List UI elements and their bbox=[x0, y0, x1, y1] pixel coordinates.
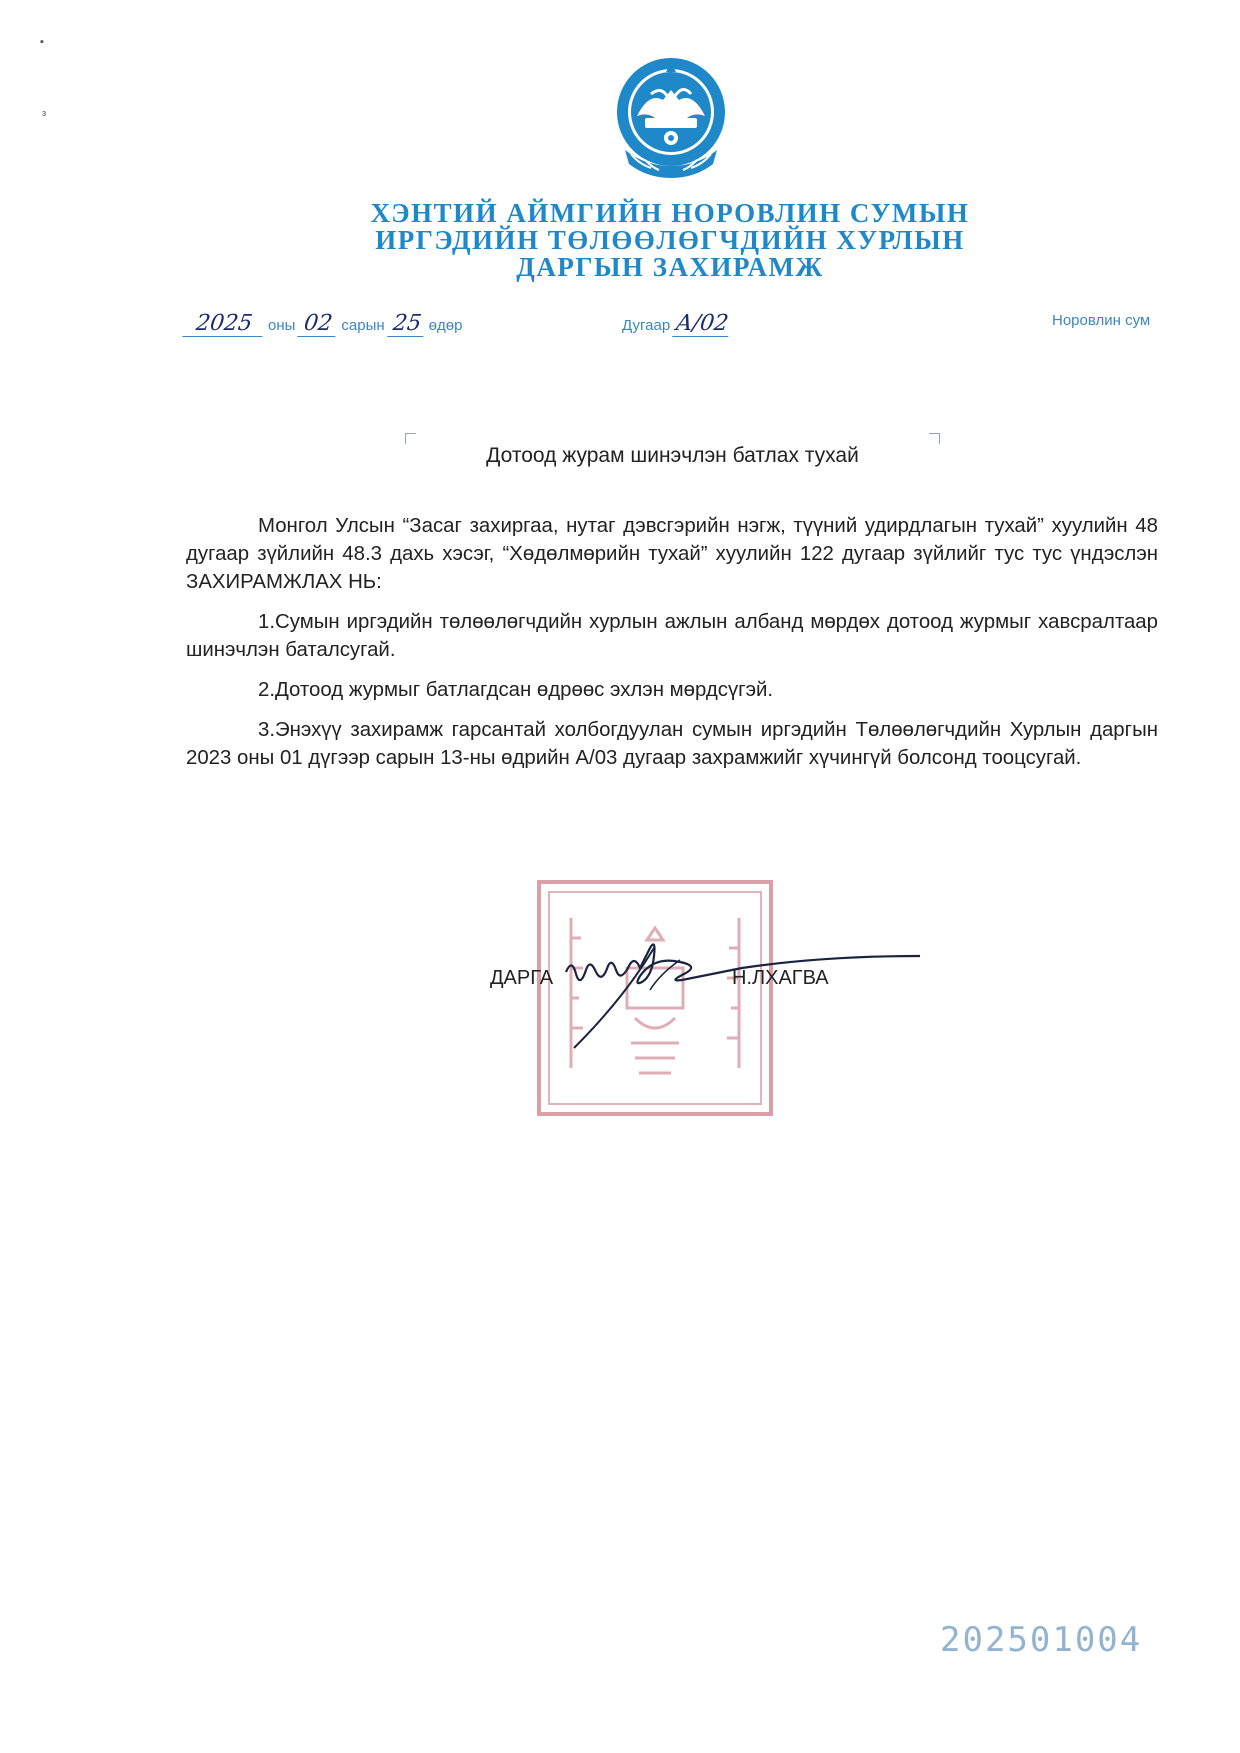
state-emblem-icon bbox=[611, 54, 731, 184]
scan-speck: ▪ bbox=[40, 36, 44, 48]
month-label: сарын bbox=[341, 317, 385, 334]
number-label: Дугаар bbox=[622, 317, 671, 334]
month-handwritten: 02 bbox=[298, 312, 340, 337]
scan-speck: з bbox=[42, 108, 47, 118]
document-number-line bbox=[622, 312, 730, 337]
header-line-2: ИРГЭДИЙН ТӨЛӨӨЛӨГЧДИЙН ХУРЛЫН bbox=[375, 225, 965, 255]
registration-number: 202501004 bbox=[940, 1620, 1143, 1660]
body-item-2: 2.Дотоод журмыг батлагдсан өдрөөс эхлэн мөрдсүгэй. bbox=[258, 679, 774, 701]
header-line-1: ХЭНТИЙ АЙМГИЙН НОРОВЛИН СУМЫН bbox=[370, 198, 970, 228]
bracket-corner-right bbox=[929, 433, 940, 444]
body-item-3: 3.Энэхүү захирамж гарсантай холбогдуулан сумын иргэдийн Төлөөлөгчдийн Хурлын даргын 2023 оны 01 дүгээр сарын 13-ны өдрийн А/03 дугаар захрамжийг хүчингүй болсонд тооцсугай. bbox=[186, 719, 1158, 769]
signatory-title: ДАРГА bbox=[490, 967, 554, 989]
signatory-name: Н.ЛХАГВА bbox=[732, 967, 829, 989]
body-intro: Монгол Улсын “Засаг захиргаа, нутаг дэвсгэрийн нэгж, түүний удирдлагын тухай” хуулийн 48 дугаар зүйлийн 48.3 дахь хэсэг, “Хөдөлмөрийн тухай” хуулийн 122 дугаар зүйлийг тус тус үндэслэн ЗАХИРАМЖЛАХ НЬ: bbox=[186, 515, 1158, 593]
year-label: оны bbox=[268, 317, 296, 334]
document-subject: Дотоод журам шинэчлэн батлах тухай bbox=[486, 444, 859, 467]
header-line-3: ДАРГЫН ЗАХИРАМЖ bbox=[516, 252, 824, 282]
body-item-1: 1.Сумын иргэдийн төлөөлөгчдийн хурлын ажлын албанд мөрдөх дотоод журмыг хавсралтаар шинэчлэн баталсугай. bbox=[186, 611, 1158, 661]
bracket-corner-left bbox=[405, 433, 416, 444]
subject-block bbox=[405, 433, 940, 473]
document-body bbox=[186, 512, 1158, 784]
place-label: Норовлин сум bbox=[1052, 312, 1151, 329]
day-label: өдөр bbox=[428, 317, 463, 334]
year-handwritten: 2025 bbox=[182, 312, 266, 337]
number-handwritten: А/02 bbox=[672, 312, 732, 337]
document-header bbox=[300, 200, 1040, 281]
date-line bbox=[184, 312, 466, 337]
day-handwritten: 25 bbox=[387, 312, 427, 337]
handwritten-signature-icon bbox=[560, 930, 920, 1060]
